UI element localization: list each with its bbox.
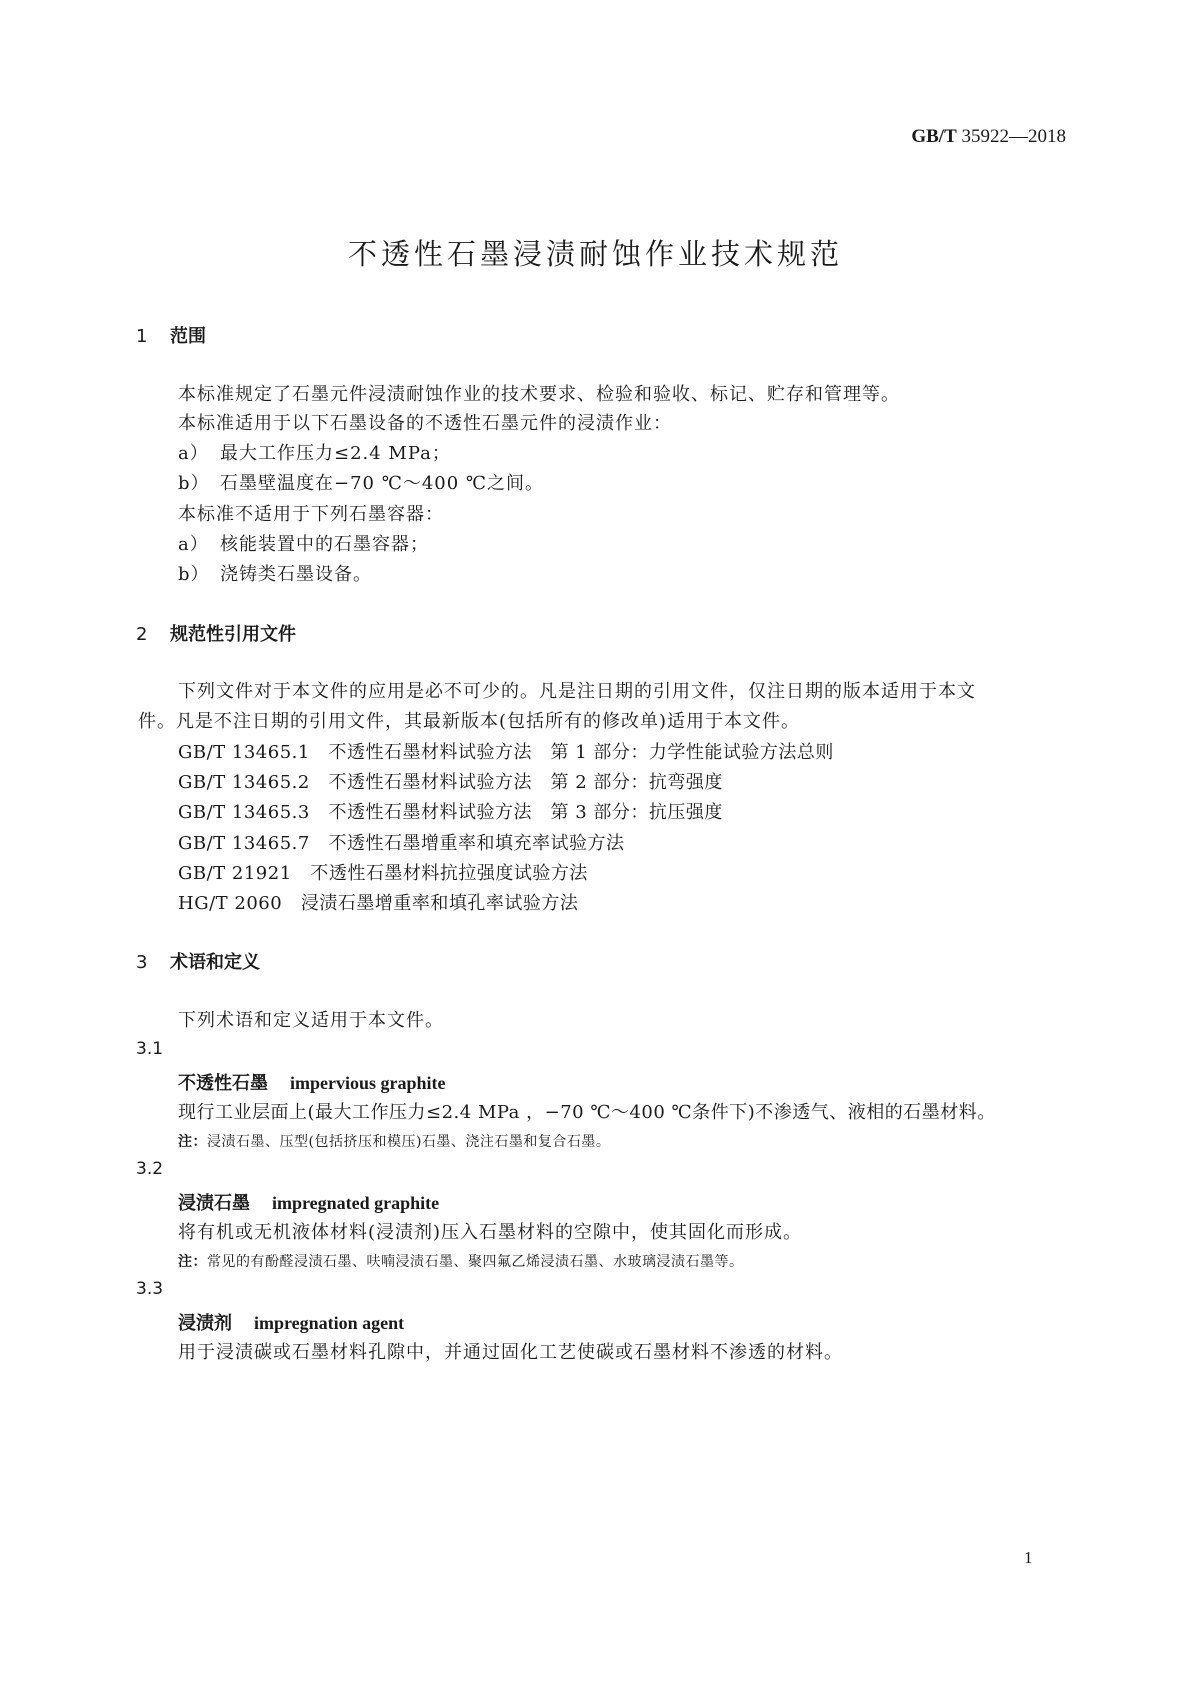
term-note: 注：浸渍石墨、压型(包括挤压和模压)石墨、浇注石墨和复合石墨。 — [178, 1134, 611, 1150]
reference-item: GB/T 13465.3 不透性石墨材料试验方法 第 3 部分：抗压强度 — [178, 802, 723, 823]
list-item: a） 最大工作压力≤2.4 MPa； — [178, 443, 451, 464]
section-heading-terms-definitions: 3 术语和定义 — [136, 952, 260, 973]
term-definition: 将有机或无机液体材料(浸渍剂)压入石墨材料的空隙中，使其固化而形成。 — [178, 1222, 803, 1243]
term-note: 注：常见的有酚醛浸渍石墨、呋喃浸渍石墨、聚四氟乙烯浸渍石墨、水玻璃浸渍石墨等。 — [178, 1254, 744, 1270]
term-heading: 不透性石墨 impervious graphite — [178, 1073, 446, 1094]
paragraph: 下列术语和定义适用于本文件。 — [178, 1010, 444, 1031]
term-number: 3.1 — [136, 1039, 164, 1059]
page-number: 1 — [1024, 1548, 1033, 1567]
standard-number: GB/T 35922—2018 — [911, 126, 1066, 147]
reference-item: GB/T 13465.2 不透性石墨材料试验方法 第 2 部分：抗弯强度 — [178, 772, 723, 793]
term-definition: 用于浸渍碳或石墨材料孔隙中，并通过固化工艺使碳或石墨材料不渗透的材料。 — [178, 1342, 843, 1363]
list-item: b） 浇铸类石墨设备。 — [178, 564, 372, 585]
paragraph: 下列文件对于本文件的应用是必不可少的。凡是注日期的引用文件，仅注日期的版本适用于本文 — [178, 681, 976, 702]
paragraph: 本标准规定了石墨元件浸渍耐蚀作业的技术要求、检验和验收、标记、贮存和管理等。 — [178, 384, 900, 405]
document-title: 不透性石墨浸渍耐蚀作业技术规范 — [347, 237, 843, 271]
term-definition: 现行工业层面上(最大工作压力≤2.4 MPa ，−70 ℃～400 ℃条件下)不渗透气、液相的石墨材料。 — [178, 1102, 996, 1123]
term-heading: 浸渍石墨 impregnated graphite — [178, 1193, 440, 1214]
term-number: 3.3 — [136, 1279, 164, 1299]
paragraph: 本标准适用于以下石墨设备的不透性石墨元件的浸渍作业： — [178, 413, 672, 434]
reference-item: GB/T 21921 不透性石墨材料抗拉强度试验方法 — [178, 863, 588, 884]
list-item: a） 核能装置中的石墨容器； — [178, 534, 429, 555]
reference-item: HG/T 2060 浸渍石墨增重率和填孔率试验方法 — [178, 893, 579, 914]
reference-item: GB/T 13465.1 不透性石墨材料试验方法 第 1 部分：力学性能试验方法总则 — [178, 742, 834, 763]
term-heading: 浸渍剂 impregnation agent — [178, 1313, 405, 1334]
paragraph-continuation: 件。凡是不注日期的引用文件，其最新版本(包括所有的修改单)适用于本文件。 — [138, 711, 801, 732]
term-number: 3.2 — [136, 1159, 164, 1179]
paragraph: 本标准不适用于下列石墨容器： — [178, 504, 444, 525]
section-heading-normative-references: 2 规范性引用文件 — [136, 624, 296, 645]
reference-item: GB/T 13465.7 不透性石墨增重率和填充率试验方法 — [178, 833, 625, 854]
section-heading-scope: 1 范围 — [136, 326, 206, 347]
list-item: b） 石墨壁温度在−70 ℃～400 ℃之间。 — [178, 473, 545, 494]
